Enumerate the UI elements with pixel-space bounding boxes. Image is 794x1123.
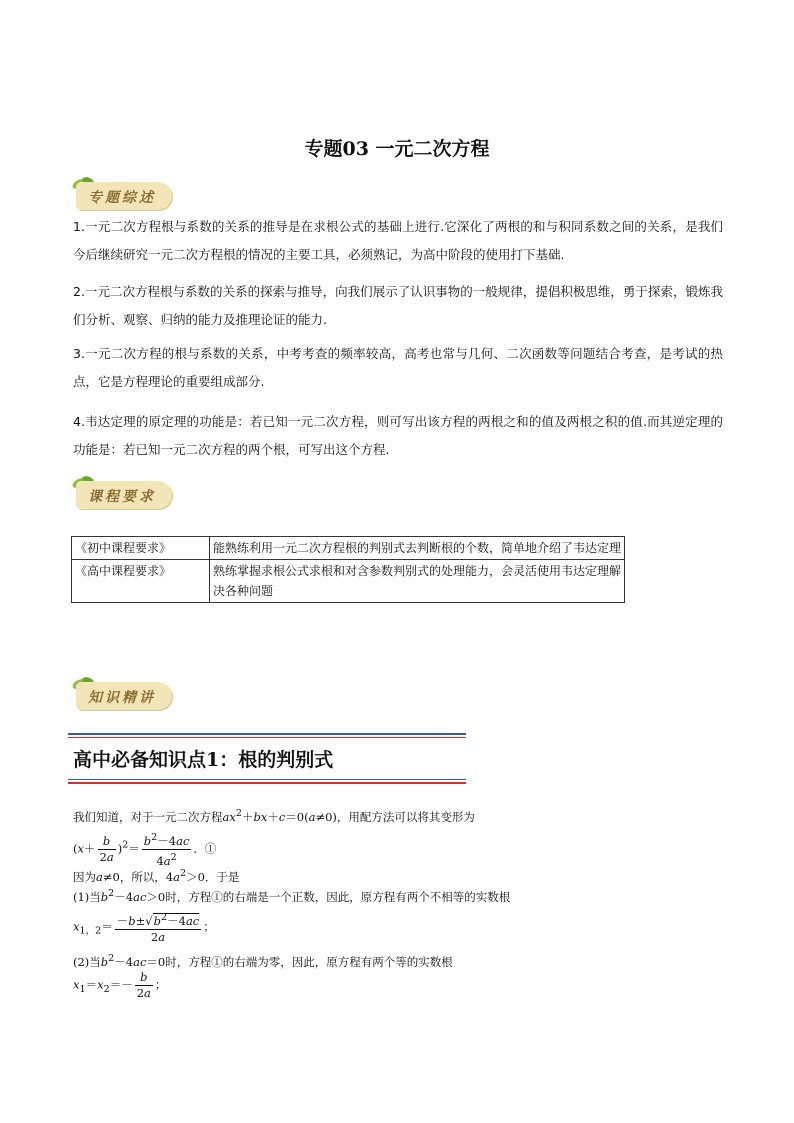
table-cell-text: 能熟练利用一元二次方程根的判别式去判断根的个数，简单地介绍了韦达定理 (210, 537, 625, 560)
overview-paragraph-2: 2.一元二次方程根与系数的关系的探索与推导，向我们展示了认识事物的一般规律，提倡积极思维，勇于探索，锻炼我们分析、观察、归纳的能力及推理论证的能力. (73, 284, 723, 327)
divider-top (68, 733, 466, 738)
badge-knowledge-label: 知识精讲 (88, 690, 156, 706)
math-line-roots2: $x_1=x_2=-$ $\frac{b}{2a}$ ； (73, 970, 167, 1000)
math-line-case1: (1)当$b^2-4ac>0$时，方程①的右端是一个正数，因此，原方程有两个不相等的实数根 (73, 888, 511, 904)
table-row (72, 537, 625, 560)
math-line-since: 因为a≠0，所以，$4a^2>0$．于是 (73, 868, 240, 884)
table-cell-label: 《高中课程要求》 (72, 560, 210, 603)
badge-overview (70, 176, 174, 212)
badge-overview-label: 专题综述 (88, 190, 156, 206)
table-row (72, 560, 625, 603)
table-cell-text: 熟练掌握求根公式求根和对含参数判别式的处理能力，会灵活使用韦达定理解决各种问题 (210, 560, 625, 603)
math-line-intro: 我们知道，对于一元二次方程$ax^2+bx+c=0(a\ne 0)$，用配方法可以将其变形为 (73, 808, 475, 824)
divider-bottom (68, 779, 466, 784)
badge-requirements (70, 475, 174, 511)
math-line-case2: (2)当$b^2-4ac=0$时，方程①的右端为零，因此，原方程有两个等的实数根 (73, 953, 453, 969)
overview-paragraph-4: 4.韦达定理的原定理的功能是：若已知一元二次方程，则可写出该方程的两根之和的值及两根之积的值.而其逆定理的功能是：若已知一元二次方程的两个根，可写出这个方程. (73, 414, 723, 457)
badge-knowledge (70, 676, 174, 712)
page-title: 专题03 一元二次方程 (304, 138, 490, 160)
math-line-roots1: $x_{1,2}=$ $\frac{-b\pm√b^2-4ac}{2a}$ ； (73, 912, 215, 944)
badge-requirements-label: 课程要求 (88, 489, 156, 505)
requirements-table (71, 536, 625, 603)
knowledge-heading: 高中必备知识点1：根的判别式 (73, 749, 334, 771)
table-cell-label: 《初中课程要求》 (72, 537, 210, 560)
math-line-completed-square: (x＋ $\frac{b}{2a}$ )$^2$＝ $\frac{b^2-4ac}{4a^2}$ ．① (73, 832, 217, 868)
overview-paragraph-3: 3.一元二次方程的根与系数的关系，中考考查的频率较高，高考也常与几何、二次函数等问题结合考查，是考试的热点，它是方程理论的重要组成部分. (73, 346, 723, 389)
overview-paragraph-1: 1.一元二次方程根与系数的关系的推导是在求根公式的基础上进行.它深化了两根的和与积同系数之间的关系，是我们今后继续研究一元二次方程根的情况的主要工具，必须熟记，为高中阶段的使用打下基础. (73, 219, 723, 262)
